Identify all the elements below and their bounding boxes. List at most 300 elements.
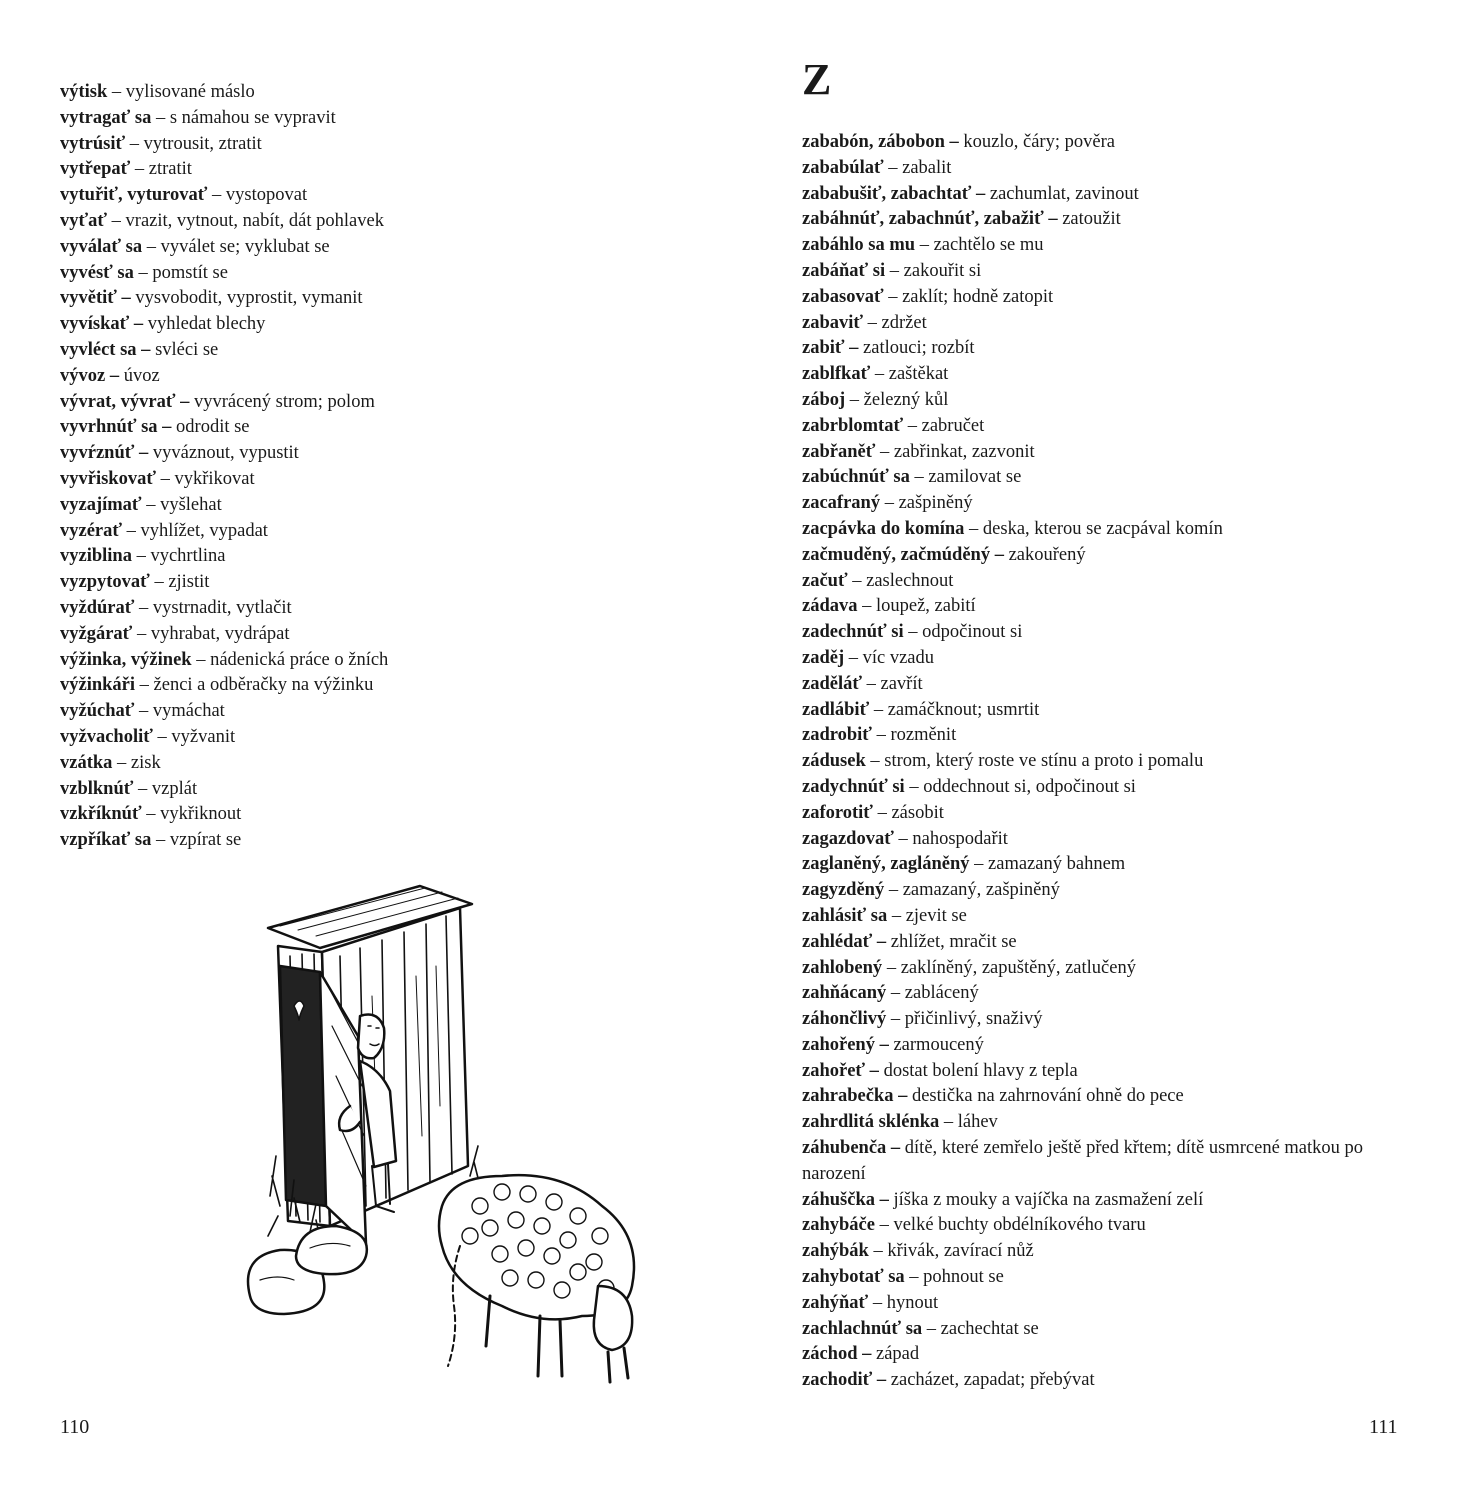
entry-headword: zadechnúť si [802,622,904,643]
entry-definition: vystopovat [225,185,308,206]
letter-heading: Z [802,55,832,104]
entry-definition: vyšlehat [160,494,222,515]
entry-headword: záhuščka – [802,1189,889,1210]
entry-separator: – [133,778,152,799]
entry-definition: zakouřit si [903,260,982,281]
entry-headword: zaděláť [802,673,862,694]
left-page [0,0,728,1494]
entry-headword: výžinkáři [60,675,136,696]
entry-definition: loupež, zabití [876,596,976,617]
entry-definition: zaklít; hodně zatopit [902,286,1054,307]
dictionary-entry [802,1368,1402,1394]
dictionary-entry [802,672,1402,698]
dictionary-entry [802,1084,1402,1110]
entry-headword: vyžvacholiť [60,726,153,747]
entry-headword: vyvískať – [60,314,144,335]
entry-definition: zatoužit [1062,209,1121,230]
entry-separator: – [909,467,929,488]
entry-definition: destička na zahrnování ohně do pece [911,1086,1184,1107]
entry-definition: vyhrabat, vydrápat [150,623,290,644]
entry-separator: – [882,957,901,978]
entry-definition: jíška z mouky a vajíčka na zasmažení zelí [893,1189,1204,1210]
entry-definition: zjistit [168,572,210,593]
dictionary-entry [802,569,1402,595]
entry-separator: – [865,751,885,772]
entry-definition: vystrnadit, vytlačit [152,597,292,618]
entry-separator: – [152,726,172,747]
entry-headword: zahýbák [802,1241,869,1262]
dictionary-entry [60,286,700,312]
entry-headword: zabiť – [802,338,859,359]
entry-headword: vzpříkať sa [60,830,152,851]
entry-definition: přičinlivý, snaživý [904,1009,1043,1030]
entry-definition: zdržet [881,312,927,333]
right-entry-list [802,130,1402,1394]
dictionary-entry [802,827,1402,853]
entry-definition: nahospodařit [912,828,1008,849]
entry-headword: zabaviť [802,312,864,333]
entry-separator: – [844,647,863,668]
entry-headword: zababušiť, zabachtať – [802,183,986,204]
entry-headword: vyvŕznúť – [60,443,149,464]
entry-headword: vyvřiskovať [60,468,156,489]
entry-headword: vyziblina [60,546,132,567]
dictionary-entry [802,1033,1402,1059]
dictionary-entry [802,698,1402,724]
entry-separator: – [132,623,151,644]
entry-separator: – [868,1241,888,1262]
entry-definition: vyhledat blechy [147,314,266,335]
dictionary-entry [802,749,1402,775]
entry-definition: s námahou se vypravit [169,107,336,128]
dictionary-entry [60,390,700,416]
entry-separator: – [847,570,867,591]
entry-separator: – [107,210,126,231]
entry-headword: vyzérať [60,520,123,541]
dictionary-entry [60,828,700,854]
entry-definition: vymáchat [152,701,225,722]
entry-headword: zacafraný [802,493,881,514]
entry-definition: zachtělo se mu [933,235,1044,256]
entry-separator: – [133,262,153,283]
entry-headword: zadlábiť [802,699,870,720]
entry-definition: strom, který roste ve stínu a proto i pomalu [884,751,1204,772]
entry-headword: zablfkať [802,364,871,385]
entry-separator: – [125,133,144,154]
entry-definition: odpočinout si [922,622,1023,643]
entry-definition: vysvobodit, vyprostit, vymanit [135,288,363,309]
entry-headword: zababúlať [802,157,884,178]
dictionary-entry [60,544,700,570]
entry-headword: vyžgárať [60,623,133,644]
entry-headword: zacpávka do komína [802,518,965,539]
entry-definition: zaslechnout [866,570,954,591]
dictionary-entry [802,543,1402,569]
dictionary-entry [802,981,1402,1007]
entry-headword: vyvésť sa [60,262,134,283]
dictionary-entry [60,699,700,725]
entry-separator: – [134,701,153,722]
entry-separator: – [141,494,161,515]
entry-headword: zahybotať sa [802,1267,905,1288]
entry-separator: – [130,159,149,180]
entry-headword: zadrobiť [802,725,872,746]
entry-headword: zabáňať si [802,260,886,281]
entry-separator: – [869,699,888,720]
dictionary-entry [802,878,1402,904]
entry-headword: vytrúsiť [60,133,126,154]
entry-definition: zamazaný bahnem [988,854,1126,875]
entry-separator: – [903,415,922,436]
entry-headword: zachodiť – [802,1370,887,1391]
entry-definition: zarmoucený [893,1034,984,1055]
entry-separator: – [151,107,170,128]
dictionary-entry [60,648,700,674]
entry-headword: zababón, zábobon – [802,132,959,152]
entry-separator: – [964,518,983,539]
entry-headword: zabúchnúť sa [802,467,910,488]
entry-definition: nádenická práce o žních [210,649,389,670]
entry-definition: zatlouci; rozbít [863,338,975,359]
entry-definition: vytrousit, ztratit [143,133,262,154]
entry-headword: vytragať sa [60,107,152,128]
dictionary-entry [60,622,700,648]
entry-headword: vyvrhnúť sa – [60,417,172,438]
page-number-right: 111 [1369,1416,1398,1438]
dictionary-entry [802,723,1402,749]
entry-separator: – [107,82,126,102]
dictionary-entry [802,440,1402,466]
entry-definition: zabřinkat, zazvonit [893,441,1035,462]
dictionary-entry [60,441,700,467]
entry-headword: vyždúrať [60,597,135,618]
dictionary-entry [802,1291,1402,1317]
entry-headword: zahořeť – [802,1060,879,1081]
entry-separator: – [884,880,903,901]
entry-headword: zahrabečka – [802,1086,908,1107]
dictionary-entry [802,1110,1402,1136]
entry-separator: – [870,364,889,385]
dictionary-entry [802,801,1402,827]
entry-separator: – [915,235,934,256]
entry-headword: zádusek [802,751,866,772]
entry-definition: láhev [957,1112,998,1133]
dictionary-entry [802,336,1402,362]
entry-headword: vyvléct sa – [60,339,151,360]
entry-definition: svléci se [155,339,219,360]
entry-definition: vyválet se; vyklubat se [160,236,330,257]
dictionary-entry [60,673,700,699]
dictionary-entry [802,930,1402,956]
entry-separator: – [112,752,131,773]
entry-headword: začuť [802,570,848,591]
dictionary-entry [802,362,1402,388]
entry-headword: vyválať sa [60,236,143,257]
entry-headword: vývoz – [60,365,120,386]
entry-definition: ženci a odběračky na výžinku [153,675,374,696]
entry-definition: zacházet, zapadat; přebývat [890,1370,1095,1391]
dictionary-entry [60,235,700,261]
entry-headword: vyzajímať [60,494,142,515]
entry-headword: záchod – [802,1344,872,1365]
entry-headword: zaforotiť [802,802,873,823]
dictionary-entry [60,415,700,441]
entry-definition: vykřiknout [160,804,242,825]
entry-definition: zablácený [904,983,979,1004]
dictionary-entry [802,1213,1402,1239]
dictionary-entry [60,183,700,209]
entry-headword: záhončlivý [802,1009,887,1030]
entry-headword: vyťať [60,210,108,231]
entry-definition: deska, kterou se zacpával komín [982,518,1223,539]
dictionary-entry [802,517,1402,543]
dictionary-entry [60,312,700,338]
entry-definition: vyžvanit [171,726,236,747]
entry-definition: hynout [886,1292,939,1313]
entry-separator: – [151,830,170,851]
dictionary-entry [802,388,1402,414]
entry-headword: vzblknúť [60,778,134,799]
entry-separator: – [887,905,906,926]
dictionary-entry [60,751,700,777]
entry-separator: – [885,260,904,281]
entry-headword: zahrdlitá sklénka [802,1112,940,1133]
entry-separator: – [857,596,876,617]
entry-definition: zakouřený [1008,544,1086,565]
entry-definition: křivák, zavírací nůž [887,1241,1034,1262]
entry-headword: zagyzděný [802,880,885,901]
dictionary-entry [802,594,1402,620]
entry-definition: západ [876,1344,920,1365]
entry-separator: – [969,854,989,875]
entry-definition: vyvrácený strom; polom [193,391,375,412]
entry-headword: zahlédať – [802,931,887,952]
entry-separator: – [886,1009,905,1030]
dictionary-entry [802,491,1402,517]
entry-headword: zádava [802,596,858,617]
entry-definition: vyváznout, vypustit [152,443,299,464]
entry-separator: – [142,236,161,257]
entry-headword: zahňácaný [802,983,887,1004]
entry-definition: zisk [130,752,161,773]
entry-definition: rozměnit [890,725,957,746]
dictionary-entry [802,1239,1402,1265]
entry-separator: – [191,649,211,670]
entry-separator: – [207,185,226,206]
entry-separator: – [883,286,903,307]
dictionary-entry [802,1136,1402,1188]
dictionary-entry [802,904,1402,930]
dictionary-entry [802,311,1402,337]
entry-separator: – [880,493,899,514]
entry-separator: – [922,1318,941,1339]
entry-headword: vyžúchať [60,701,135,722]
entry-headword: vytuřiť, vyturovať [60,185,208,206]
entry-definition: úvoz [123,365,160,386]
entry-definition: pohnout se [923,1267,1004,1288]
entry-separator: – [122,520,141,541]
dictionary-entry [802,1007,1402,1033]
entry-definition: vykřikovat [174,468,255,489]
entry-headword: vyzpytovať [60,572,150,593]
entry-definition: zachechtat se [940,1318,1039,1339]
entry-separator: – [939,1112,958,1133]
dictionary-entry [60,596,700,622]
dictionary-entry [60,106,700,132]
entry-headword: zagazdovať [802,828,894,849]
dictionary-entry [60,777,700,803]
entry-definition: dítě, které zemřelo ještě před křtem; dítě usmrcené matkou po narození [802,1138,1364,1184]
entry-separator: – [155,468,175,489]
dictionary-entry [802,259,1402,285]
entry-headword: záhubenča – [802,1138,901,1159]
dictionary-entry [802,182,1402,208]
entry-headword: vytřepať [60,159,131,180]
entry-definition: zamazaný, zašpiněný [902,880,1060,901]
dictionary-entry [60,802,700,828]
entry-headword: vzkříknúť [60,804,142,825]
entry-headword: vyvětiť – [60,288,131,309]
entry-definition: zachumlat, zavinout [989,183,1139,204]
entry-headword: zahořený – [802,1034,889,1055]
entry-definition: zamáčknout; usmrtit [887,699,1040,720]
dictionary-entry [802,156,1402,182]
entry-headword: vývrat, vývrať – [60,391,190,412]
entry-definition: kouzlo, čáry; pověra [963,132,1115,152]
entry-headword: zahybáče [802,1215,875,1236]
entry-definition: zásobit [891,802,944,823]
dictionary-entry [60,519,700,545]
dictionary-entry [60,364,700,390]
dictionary-entry [802,1317,1402,1343]
entry-separator: – [845,389,864,410]
entry-headword: zachlachnúť sa [802,1318,923,1339]
dictionary-entry [60,725,700,751]
entry-definition: zjevit se [905,905,967,926]
entry-headword: zahlásiť sa [802,905,888,926]
entry-separator: – [872,802,892,823]
entry-definition: odrodit se [176,417,250,438]
dictionary-entry [60,493,700,519]
entry-headword: zaglaněný, zagláněný [802,854,970,875]
dictionary-entry [802,852,1402,878]
entry-separator: – [883,157,903,178]
entry-definition: víc vzadu [862,647,935,668]
entry-headword: výžinka, výžinek [60,649,192,670]
entry-headword: záboj [802,389,846,410]
dictionary-entry [802,465,1402,491]
entry-headword: výtisk [60,82,108,102]
dictionary-entry [60,132,700,158]
entry-definition: ztratit [148,159,192,180]
entry-definition: zhlížet, mračit se [890,931,1017,952]
entry-definition: vyhlížet, vypadat [140,520,268,541]
entry-headword: zahlobený [802,957,883,978]
dictionary-entry [60,209,700,235]
dictionary-entry [802,414,1402,440]
entry-separator: – [893,828,913,849]
entry-separator: – [875,441,894,462]
dictionary-entry [802,1188,1402,1214]
entry-separator: – [134,597,153,618]
entry-headword: zabáhnúť, zabachnúť, zabažiť – [802,209,1058,230]
entry-definition: vylisované máslo [125,82,255,102]
entry-separator: – [131,546,151,567]
entry-definition: zabručet [921,415,985,436]
dictionary-entry [60,570,700,596]
dictionary-entry [802,207,1402,233]
dictionary-entry [60,80,700,106]
entry-headword: zadychnúť si [802,776,905,797]
entry-definition: zavřít [880,673,923,694]
entry-separator: – [863,312,882,333]
entry-separator: – [904,1267,924,1288]
dictionary-entry [802,646,1402,672]
entry-headword: zahýňať [802,1292,869,1313]
entry-separator: – [871,725,891,746]
right-page [728,0,1457,1494]
entry-definition: oddechnout si, odpočinout si [923,776,1136,797]
entry-separator: – [868,1292,887,1313]
entry-headword: zabáhlo sa mu [802,235,916,256]
entry-definition: zabalit [902,157,952,178]
entry-definition: dostat bolení hlavy z tepla [883,1060,1078,1081]
entry-definition: vrazit, vytnout, nabít, dát pohlavek [125,210,384,231]
dictionary-entry [802,1265,1402,1291]
dictionary-entry [802,233,1402,259]
dictionary-entry [802,956,1402,982]
entry-headword: zabasovať [802,286,884,307]
dictionary-entry [802,1342,1402,1368]
entry-separator: – [149,572,169,593]
left-entry-list [60,80,700,854]
dictionary-entry [802,130,1402,156]
entry-definition: velké buchty obdélníkového tvaru [893,1215,1146,1236]
entry-separator: – [904,776,924,797]
entry-headword: zabrblomtať [802,415,904,436]
entry-separator: – [874,1215,894,1236]
page-number-left: 110 [60,1416,90,1438]
entry-definition: vzpírat se [169,830,242,851]
dictionary-entry [802,620,1402,646]
entry-separator: – [903,622,923,643]
entry-headword: začmuděný, začmúděný – [802,544,1004,565]
dictionary-entry [60,157,700,183]
entry-separator: – [135,675,154,696]
dictionary-entry [802,775,1402,801]
dictionary-entry [60,261,700,287]
entry-separator: – [886,983,905,1004]
dictionary-entry [802,1059,1402,1085]
entry-headword: zaděj [802,647,845,668]
entry-definition: zamilovat se [928,467,1022,488]
dictionary-entry [60,467,700,493]
entry-headword: vzátka [60,752,113,773]
entry-definition: vychrtlina [150,546,226,567]
dictionary-entry [60,338,700,364]
entry-definition: železný kůl [863,389,949,410]
entry-definition: zaklíněný, zapuštěný, zatlučený [900,957,1136,978]
entry-definition: zašpiněný [898,493,973,514]
outhouse-sheep-illustration [210,876,650,1416]
entry-definition: zaštěkat [888,364,949,385]
entry-definition: vzplát [151,778,198,799]
dictionary-entry [802,285,1402,311]
entry-separator: – [141,804,161,825]
entry-definition: pomstít se [152,262,228,283]
entry-headword: zabřaněť [802,441,876,462]
entry-separator: – [862,673,881,694]
